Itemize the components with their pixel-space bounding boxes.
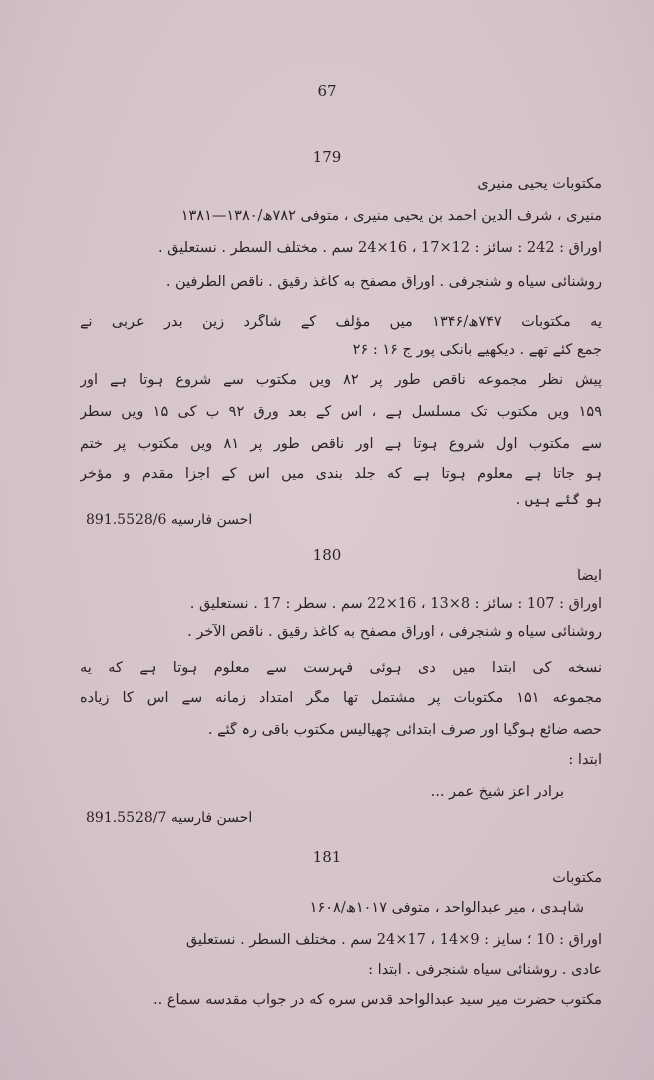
- description-line: ہو گئے ہیں .: [515, 492, 602, 508]
- entry-number-179: 179: [312, 148, 342, 166]
- entry-title: مکتوبات یحیی منیری: [477, 176, 602, 192]
- incipit-label: ابتدا :: [568, 752, 602, 768]
- shelfmark: احسن فارسیه 891.5528/6: [86, 512, 253, 528]
- entry-number-180: 180: [312, 546, 342, 564]
- folios-line: اوراق : 107 : سائز : 8×13 ، 16×22 سم . سطر : 17 . نستعلیق .: [189, 596, 602, 612]
- description-line: ۱۵۹ ویں مکتوب تک مسلسل ہے ، اس کے بعد ورق ۹۲ ب کی ۱۵ ویں سطر: [80, 404, 602, 420]
- incipit-text: مکتوب حضرت میر سید عبدالواحد قدس سره که در جواب مقدسه سماع ..: [153, 992, 602, 1008]
- note-line: یه مکتوبات ۷۴۷ھ/۱۳۴۶ میں مؤلف کے شاگرد زین بدر عربی نے: [80, 314, 602, 330]
- description-line: سے مکتوب اول شروع ہوتا ہے اور ناقص طور پر ۸۱ ویں مکتوب پر ختم: [80, 436, 602, 452]
- incipit-text: برادر اعز شیخ عمر ...: [430, 784, 564, 800]
- page-number: 67: [317, 82, 337, 100]
- entry-title: مکتوبات: [552, 870, 602, 886]
- description-line: پیش نظر مجموعه ناقص طور پر ۸۲ ویں مکتوب سے شروع ہوتا ہے اور: [80, 372, 602, 388]
- folios-line: اوراق : 242 : سائز : 12×17 ، 16×24 سم . مختلف السطر . نستعلیق .: [157, 240, 602, 256]
- entry-number-181: 181: [312, 848, 342, 866]
- entry-title: ایضاً: [576, 568, 602, 584]
- shelfmark: احسن فارسیه 891.5528/7: [86, 810, 253, 826]
- description-line: حصه ضائع ہوگیا اور صرف ابتدائی چھیالیس مکتوب باقی رہ گئے .: [207, 722, 602, 738]
- note-line: جمع کئے تھے . دیکھیے بانکی پور ج ۱۶ : ۲۶: [352, 342, 602, 358]
- description-line: مجموعه ۱۵۱ مکتوبات پر مشتمل تھا مگر امتداد زمانه سے اس کا زیاده: [80, 690, 602, 706]
- ink-line: روشنائی سیاه و شنجرفی . اوراق مصفح به کاغذ رقیق . ناقص الطرفین .: [165, 274, 602, 290]
- author-line: منیری ، شرف الدین احمد بن یحیی منیری ، متوفی ۷۸۲ھ/۱۳۸۰—۱۳۸۱: [180, 208, 602, 224]
- description-line: ہو جاتا ہے معلوم ہوتا ہے که جلد بندی میں اس کے اجزا مقدم و مؤخر: [80, 466, 602, 482]
- ink-line: عادی . روشنائی سیاه شنجرفی . ابتدا :: [368, 962, 602, 978]
- author-line: شاہدی ، میر عبدالواحد ، متوفی ۱۰۱۷ھ/۱۶۰۸: [309, 900, 584, 916]
- description-line: نسخه کی ابتدا میں دی ہوئی فہرست سے معلوم ہوتا ہے که یه: [80, 660, 602, 676]
- folios-line: اوراق : 10 ؛ سایز : 9×14 ، 17×24 سم . مختلف السطر . نستعلیق: [185, 932, 602, 948]
- ink-line: روشنائی سیاه و شنجرفی ، اوراق مصفح به کاغذ رقیق . ناقص الآخر .: [187, 624, 602, 640]
